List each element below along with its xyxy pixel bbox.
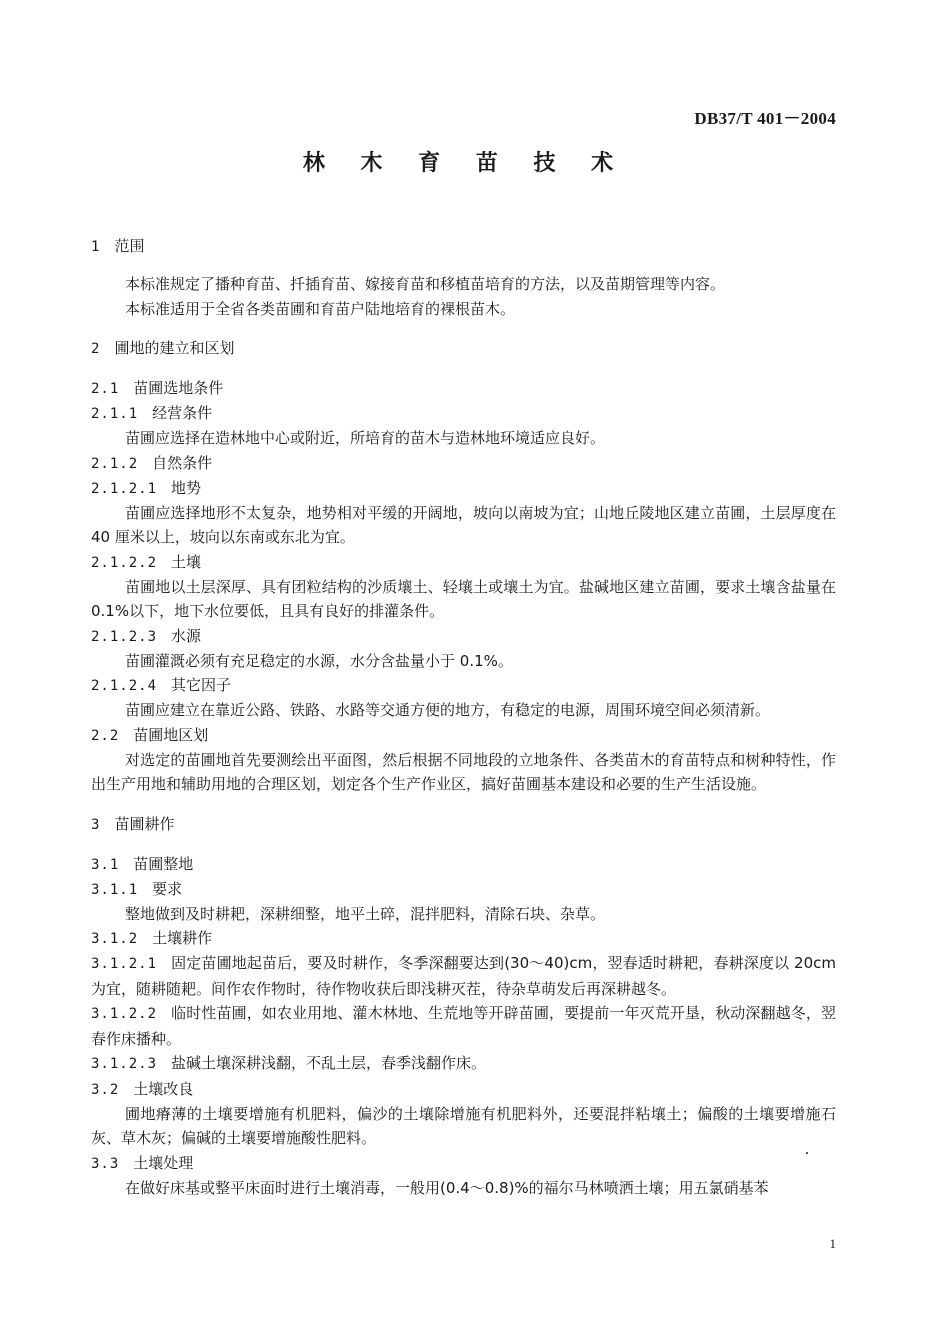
section-heading: 2.1 苗圃选地条件 bbox=[91, 379, 224, 397]
paragraph: 本标准适用于全省各类苗圃和育苗户陆地培育的裸根苗木。 bbox=[125, 299, 516, 318]
section-heading: 3.1.2 土壤耕作 bbox=[91, 929, 213, 947]
section-heading: 3.1 苗圃整地 bbox=[91, 854, 194, 873]
paragraph: 圃地瘠薄的土壤要增施有机肥料，偏沙的土壤除增施有机肥料外，还要混拌粘壤土；偏酸的土壤要增施石灰、草木灰；偏碱的土壤要增施酸性肥料。 bbox=[91, 1104, 836, 1147]
document-title: 林 木 育 苗 技 术 bbox=[302, 151, 628, 176]
paragraph: 苗圃应选择地形不太复杂，地势相对平缓的开阔地，坡向以南坡为宜；山地丘陵地区建立苗圃，土层厚度在 40 厘米以上，坡向以东南或东北为宜。 bbox=[91, 503, 836, 546]
section-heading: 2.2 苗圃地区划 bbox=[91, 725, 209, 744]
numbered-paragraph: 3.1.2.1 固定苗圃地起苗后，要及时耕作，冬季深翻要达到(30～40)cm，翌春适时耕耙，春耕深度以 20cm 为宜，随耕随耙。间作农作物时，待作物收获后即浅耕灭茬，待杂草萌发后再深耕越冬。 bbox=[91, 954, 836, 998]
numbered-paragraph: 3.1.2.3 盐碱土壤深耕浅翻，不乱土层，春季浅翻作床。 bbox=[91, 1054, 487, 1072]
paragraph: 苗圃应建立在靠近公路、铁路、水路等交通方便的地方，有稳定的电源，周围环境空间必须清新。 bbox=[125, 701, 771, 719]
page-number: 1 bbox=[829, 1236, 836, 1251]
paragraph: 整地做到及时耕耙，深耕细整，地平土碎，混拌肥料，清除石块、杂草。 bbox=[125, 904, 606, 923]
standard-code: DB37/T 401－2004 bbox=[694, 109, 836, 128]
section-3-heading: 3 苗圃耕作 bbox=[91, 814, 175, 833]
scan-speck bbox=[806, 1152, 808, 1154]
section-1-heading: 1 范围 bbox=[91, 237, 145, 255]
section-heading: 2.1.2.4 其它因子 bbox=[91, 676, 232, 694]
paragraph: 苗圃地以土层深厚、具有团粒结构的沙质壤土、轻壤土或壤土为宜。盐碱地区建立苗圃，要求土壤含盐量在 0.1%以下，地下水位要低，且具有良好的排灌条件。 bbox=[91, 577, 836, 620]
section-2-heading: 2 圃地的建立和区划 bbox=[91, 339, 235, 357]
document-body bbox=[91, 234, 836, 1200]
paragraph: 对选定的苗圃地首先要测绘出平面图，然后根据不同地段的立地条件、各类苗木的育苗特点和树种特性，作出生产用地和辅助用地的合理区划，划定各个生产作业区，搞好苗圃基本建设和必要的生产生活设施。 bbox=[91, 750, 836, 793]
paragraph: 苗圃灌溉必须有充足稳定的水源，水分含盐量小于 0.1%。 bbox=[125, 651, 513, 670]
section-heading: 2.1.2.2 土壤 bbox=[91, 552, 202, 571]
section-heading: 3.2 土壤改良 bbox=[91, 1079, 194, 1098]
section-heading: 2.1.2 自然条件 bbox=[91, 453, 213, 472]
section-heading: 2.1.1 经营条件 bbox=[91, 404, 213, 422]
section-heading: 2.1.2.1 地势 bbox=[91, 478, 202, 497]
section-heading: 3.1.1 要求 bbox=[91, 879, 183, 898]
section-heading: 3.3 土壤处理 bbox=[91, 1153, 194, 1172]
paragraph: 苗圃应选择在造林地中心或附近，所培育的苗木与造林地环境适应良好。 bbox=[125, 429, 606, 447]
section-heading: 2.1.2.3 水源 bbox=[91, 626, 202, 645]
paragraph: 本标准规定了播种育苗、扦插育苗、嫁接育苗和移植苗培育的方法，以及苗期管理等内容。 bbox=[125, 275, 726, 293]
numbered-paragraph: 3.1.2.2 临时性苗圃，如农业用地、灌木林地、生荒地等开辟苗圃，要提前一年灭荒开垦，秋动深翻越冬，翌春作床播种。 bbox=[91, 1004, 836, 1048]
paragraph: 在做好床基或整平床面时进行土壤消毒，一般用(0.4～0.8)%的福尔马林喷洒土壤；用五氯硝基苯 bbox=[125, 1178, 769, 1197]
